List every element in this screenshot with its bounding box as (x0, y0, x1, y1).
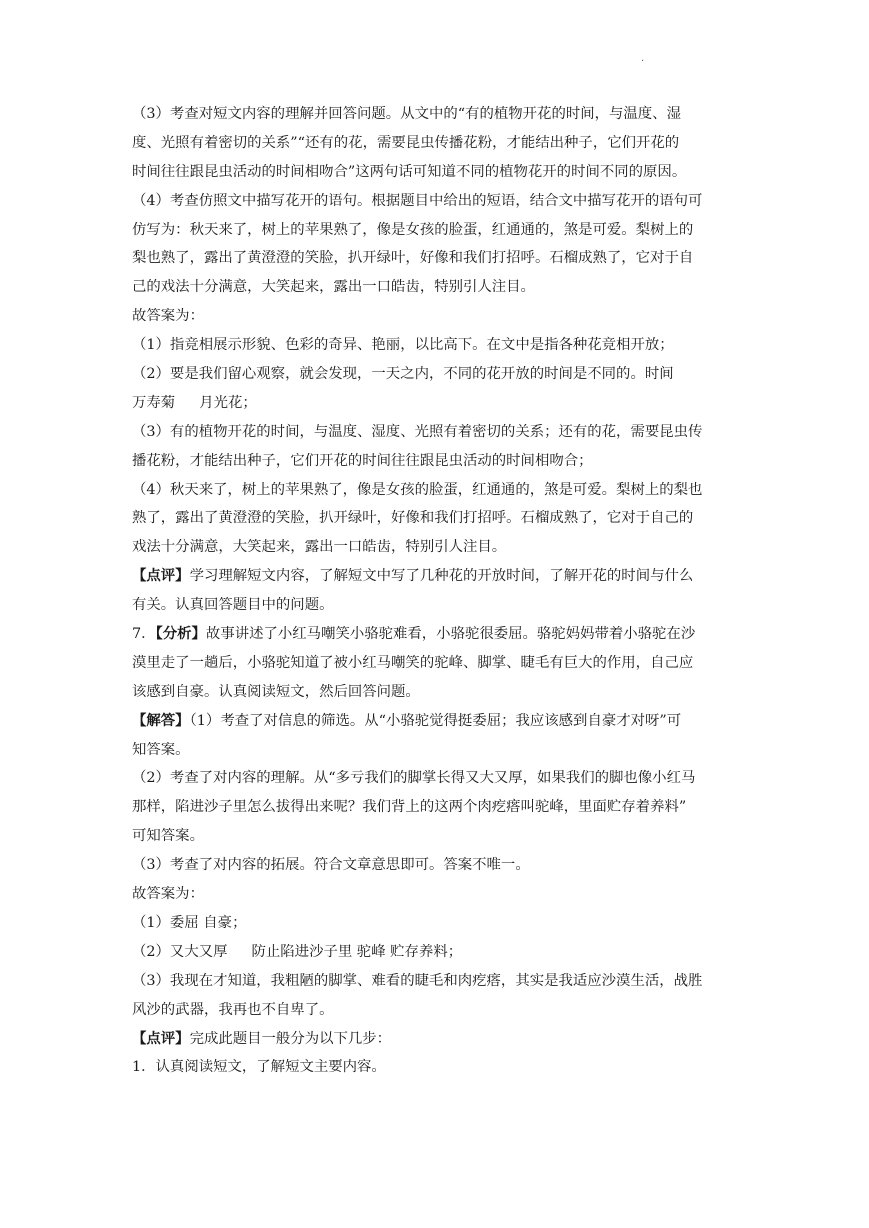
analysis-tag: 【分析】 (155, 625, 206, 643)
text-line (132, 389, 742, 418)
analysis-text: 故事讲述了小红马嘲笑小骆驼难看，小骆驼很委屈。骆驼妈妈带着小骆驼在沙 (205, 626, 696, 643)
answer-part: 防止陷进沙子里 驼峰 贮存养料； (251, 943, 463, 960)
text-line: 梨也熟了，露出了黄澄澄的笑脸，扒开绿叶，好像和我们打招呼。石榴成熟了，它对于自 (132, 250, 694, 267)
answer-word: 万寿菊 (132, 394, 176, 411)
answer-word: 月光花； (199, 394, 257, 411)
text-line: 漠里走了一趟后，小骆驼知道了被小红马嘲笑的驼峰、脚掌、睫毛有巨大的作用，自己应 (132, 654, 694, 671)
text-line (132, 562, 742, 591)
text-line: 熟了，露出了黄澄澄的笑脸，扒开绿叶，好像和我们打招呼。石榴成熟了，它对于自己的 (132, 510, 694, 527)
text-line: （4）秋天来了，树上的苹果熟了，像是女孩的脸蛋，红通通的，煞是可爱。梨树上的梨也 (132, 481, 703, 498)
text-line: 该感到自豪。认真阅读短文，然后回答问题。 (132, 683, 420, 700)
text-line: 知答案。 (132, 741, 190, 758)
text-line: 可知答案。 (132, 828, 204, 845)
text-line: 己的戏法十分满意，大笑起来，露出一口皓齿，特别引人注目。 (132, 279, 535, 296)
review-tag: 【点评】 (132, 567, 190, 585)
text-line: 仿写为：秋天来了，树上的苹果熟了，像是女孩的脸蛋，红通通的，煞是可爱。梨树上的 (132, 221, 694, 238)
text-line: （2）考查了对内容的理解。从“多亏我们的脚掌长得又大又厚，如果我们的脚也像小红马 (132, 770, 696, 787)
text-line: （3）考查对短文内容的理解并回答问题。从文中的“有的植物开花的时间，与温度、湿 (132, 106, 681, 122)
text-line: 度、光照有着密切的关系”“还有的花，需要昆虫传播花粉，才能结出种子，它们开花的 (132, 134, 680, 151)
text-line: 故答案为： (132, 886, 204, 903)
text-line: 那样，陷进沙子里怎么拔得出来呢？我们背上的这两个肉疙瘩叫驼峰，里面贮存着养料” (132, 799, 687, 816)
text-line: 1．认真阅读短文，了解短文主要内容。 (132, 1059, 386, 1076)
text-line: （3）我现在才知道，我粗陋的脚掌、难看的睫毛和肉疙瘩，其实是我适应沙漠生活，战胜 (132, 972, 703, 989)
text-line: 时间往往跟昆虫活动的时间相吻合”这两句话可知道不同的植物花开的时间不同的原因。 (132, 163, 687, 180)
text-line: （3）考查了对内容的拓展。符合文章意思即可。答案不唯一。 (132, 857, 530, 874)
text-line: （3）有的植物开花的时间，与温度、湿度、光照有着密切的关系；还有的花，需要昆虫传 (132, 423, 703, 440)
text-line: 播花粉，才能结出种子，它们开花的时间往往跟昆虫活动的时间相吻合； (132, 452, 593, 469)
review-text: 完成此题目一般分为以下几步： (189, 1030, 392, 1047)
text-line: （4）考查仿照文中描写花开的语句。根据题目中给出的短语，结合文中描写花开的语句可 (132, 192, 703, 209)
text-line (132, 620, 742, 649)
text-line: 有关。认真回答题目中的问题。 (132, 597, 334, 614)
text-line: 风沙的武器，我再也不自卑了。 (132, 1001, 334, 1018)
text-line (132, 938, 742, 967)
page-mark: . (641, 53, 645, 64)
answer-part: （2）又大又厚 (132, 943, 228, 960)
question-number: 7． (132, 626, 156, 643)
review-text: 学习理解短文内容，了解短文中写了几种花的开放时间，了解开花的时间与什么 (189, 568, 694, 585)
review-tag: 【点评】 (132, 1029, 190, 1047)
text-line: （1）指竞相展示形貌、色彩的奇异、艳丽，以比高下。在文中是指各种花竞相开放； (132, 337, 674, 354)
text-line (132, 1025, 742, 1054)
solution-text: （1）考查了对信息的筛选。从“小骆驼觉得挺委屈；我应该感到自豪才对呀”可 (189, 712, 682, 729)
solution-tag: 【解答】 (132, 711, 190, 729)
text-line: 戏法十分满意，大笑起来，露出一口皓齿，特别引人注目。 (132, 539, 507, 556)
text-line: （2）要是我们留心观察，就会发现，一天之内，不同的花开放的时间是不同的。时间 (132, 366, 674, 383)
text-line (132, 707, 742, 736)
answer-text (132, 100, 742, 1082)
text-line: （1）委屈 自豪； (132, 914, 247, 931)
text-line: 故答案为： (132, 308, 204, 325)
